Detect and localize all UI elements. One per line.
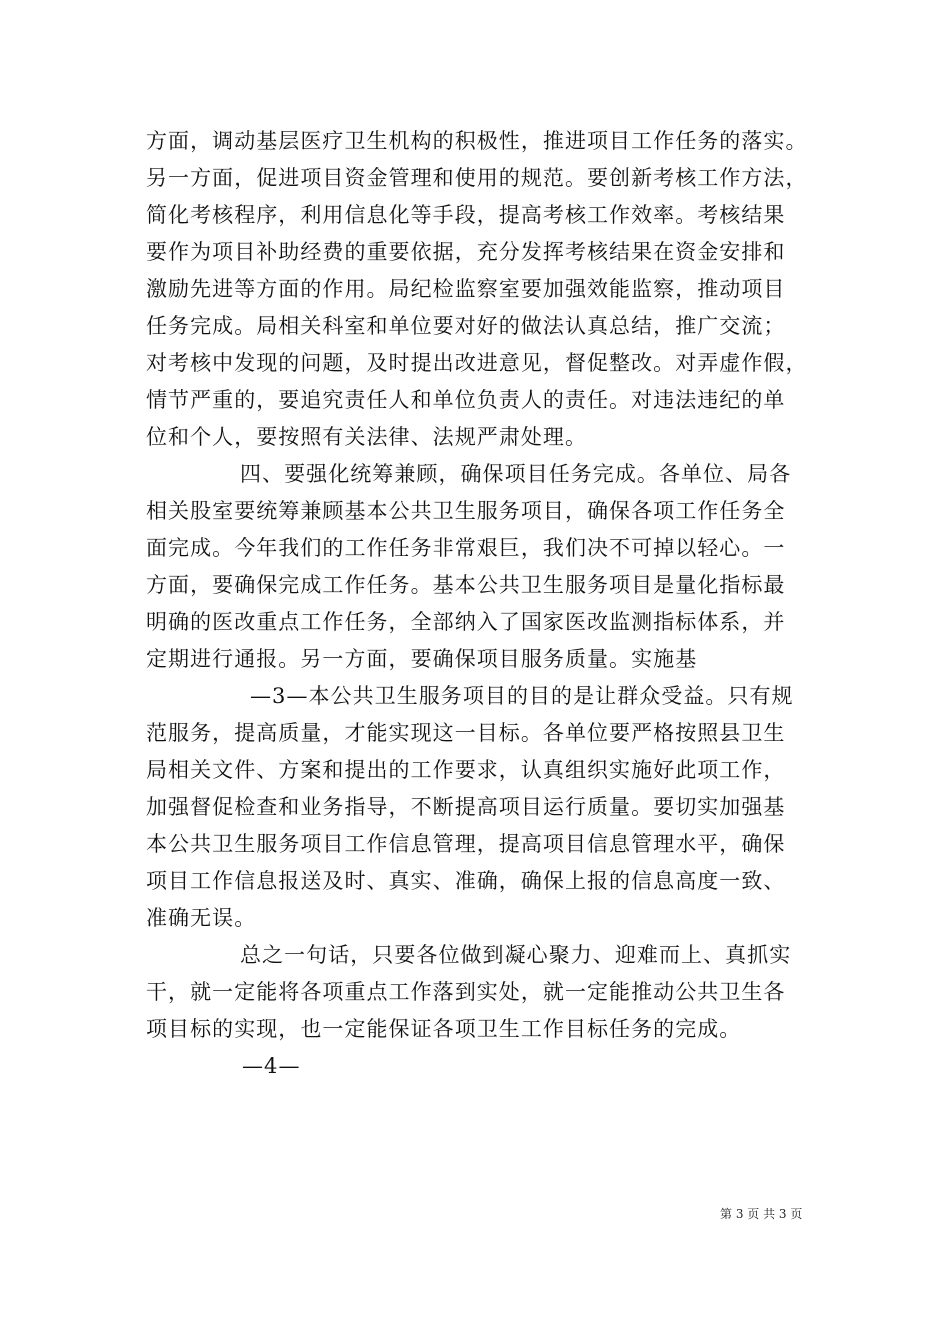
text-line: 项目标的实现，也一定能保证各项卫生工作目标任务的完成。 — [146, 1017, 742, 1041]
text-line: 干，就一定能将各项重点工作落到实处，就一定能推动公共卫生各 — [146, 980, 786, 1004]
text-line: 方面，调动基层医疗卫生机构的积极性，推进项目工作任务的落实。 — [146, 129, 808, 153]
text-line: 加强督促检查和业务指导，不断提高项目运行质量。要切实加强基 — [146, 795, 786, 819]
text-line: 本公共卫生服务项目工作信息管理，提高项目信息管理水平，确保 — [146, 832, 786, 856]
text-line: 对考核中发现的问题，及时提出改进意见，督促整改。对弄虚作假， — [146, 351, 808, 375]
text-line: 相关股室要统筹兼顾基本公共卫生服务项目，确保各项工作任务全 — [146, 499, 786, 523]
page-number-marker: —4— — [242, 1054, 301, 1078]
page-break-line: —3—本公共卫生服务项目的目的是让群众受益。只有规 — [250, 684, 794, 708]
text-line: 项目工作信息报送及时、真实、准确，确保上报的信息高度一致、 — [146, 869, 786, 893]
paragraph-heading-line: 四、要强化统筹兼顾，确保项目任务完成。各单位、局各 — [240, 462, 792, 486]
text-line: 情节严重的，要追究责任人和单位负责人的责任。对违法违纪的单 — [146, 388, 786, 412]
text-line: 范服务，提高质量，才能实现这一目标。各单位要严格按照县卫生 — [146, 721, 786, 745]
text-line: 方面，要确保完成工作任务。基本公共卫生服务项目是量化指标最 — [146, 573, 786, 597]
paragraph-start-line: 总之一句话，只要各位做到凝心聚力、迎难而上、真抓实 — [240, 943, 792, 967]
page-footer: 第 3 页 共 3 页 — [720, 1207, 803, 1221]
text-line: 面完成。今年我们的工作任务非常艰巨，我们决不可掉以轻心。一 — [146, 536, 786, 560]
text-line: 准确无误。 — [146, 906, 257, 930]
text-line: 位和个人，要按照有关法律、法规严肃处理。 — [146, 425, 587, 449]
text-line: 明确的医改重点工作任务，全部纳入了国家医改监测指标体系，并 — [146, 610, 786, 634]
text-line: 任务完成。局相关科室和单位要对好的做法认真总结，推广交流； — [146, 314, 786, 338]
text-line: 另一方面，促进项目资金管理和使用的规范。要创新考核工作方法， — [146, 166, 808, 190]
text-line: 局相关文件、方案和提出的工作要求，认真组织实施好此项工作， — [146, 758, 786, 782]
text-line: 定期进行通报。另一方面，要确保项目服务质量。实施基 — [146, 647, 698, 671]
text-line: 简化考核程序，利用信息化等手段，提高考核工作效率。考核结果 — [146, 203, 786, 227]
text-line: 激励先进等方面的作用。局纪检监察室要加强效能监察，推动项目 — [146, 277, 786, 301]
text-line: 要作为项目补助经费的重要依据，充分发挥考核结果在资金安排和 — [146, 240, 786, 264]
